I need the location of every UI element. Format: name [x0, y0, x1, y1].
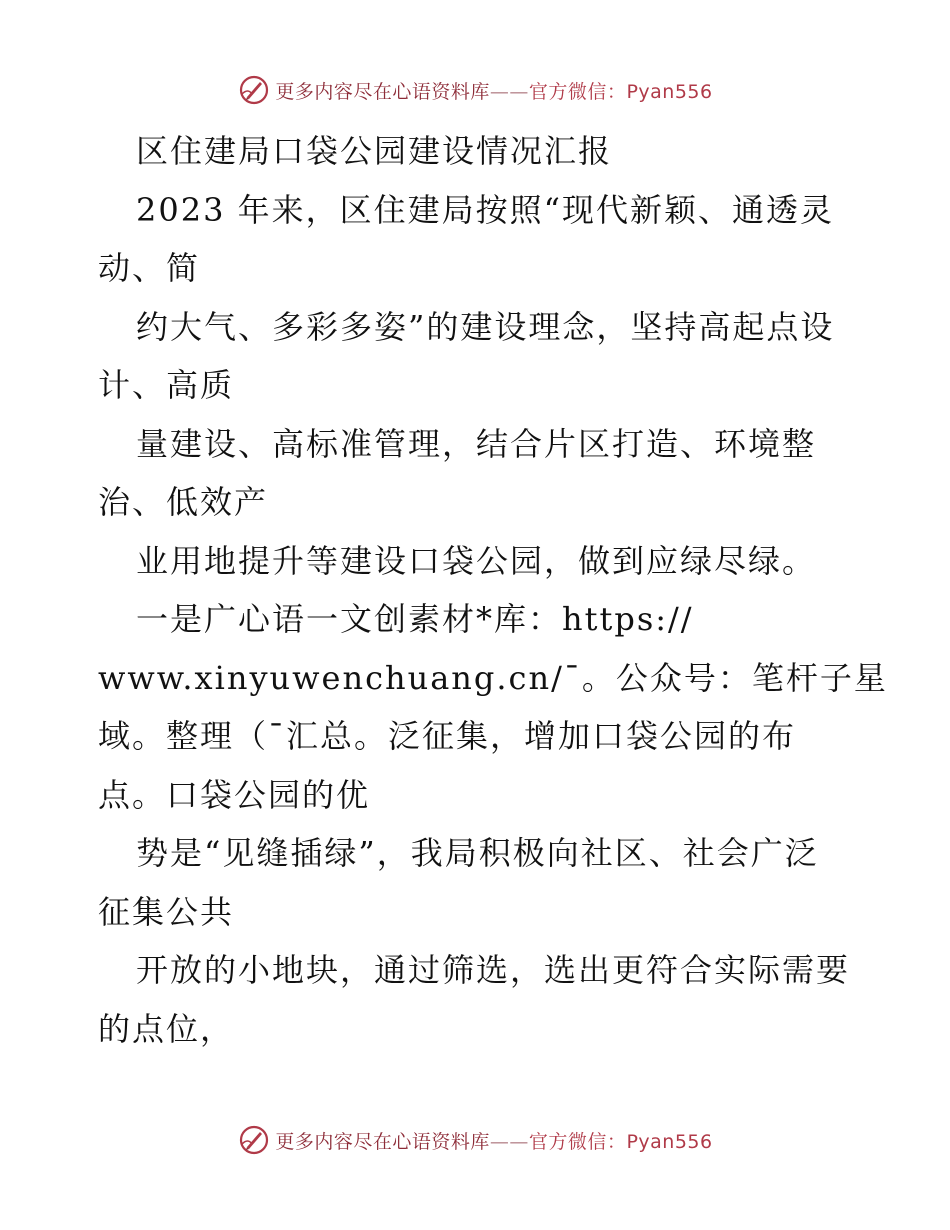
banner-dash: ——: [489, 1130, 529, 1153]
banner-wechat-label: 官方微信：: [528, 80, 627, 103]
quill-pen-logo-icon: [237, 1123, 271, 1157]
paragraph-line: 2023 年来，区住建局按照“现代新颖、通透灵: [136, 190, 834, 229]
banner-wechat-id: Pyan556: [626, 80, 713, 103]
paragraph-line: 业用地提升等建设口袋公园，做到应绿尽绿。: [136, 541, 817, 580]
banner-text: [275, 77, 712, 104]
paragraph-line: 点。口袋公园的优: [98, 775, 371, 814]
banner-text: [275, 1127, 712, 1154]
paragraph-line: 的点位，: [98, 1009, 235, 1048]
footer-banner: [0, 1120, 950, 1160]
document-title: 区住建局口袋公园建设情况汇报: [136, 132, 613, 170]
paragraph-line: 动、简: [98, 249, 201, 287]
quill-pen-logo-icon: [237, 73, 271, 107]
banner-wechat-label: 官方微信：: [528, 1130, 627, 1153]
paragraph-line: 开放的小地块，通过筛选，选出更符合实际需要: [136, 951, 851, 989]
banner-wechat-id: Pyan556: [626, 1130, 713, 1153]
paragraph-line: 约大气、多彩多姿”的建设理念，坚持高起点设: [136, 307, 835, 346]
paragraph-line: 势是“见缝插绿”，我局积极向社区、社会广泛: [136, 834, 819, 872]
paragraph-line: 一是广心语一文创素材*库：https://: [136, 600, 694, 638]
header-banner: [0, 70, 950, 110]
paragraph-line: 计、高质: [98, 366, 235, 404]
paragraph-line: 治、低效产: [98, 483, 269, 521]
banner-slogan: 更多内容尽在心语资料库: [275, 1130, 490, 1153]
banner-dash: ——: [489, 80, 529, 103]
paragraph-line: 征集公共: [98, 892, 235, 931]
document-body: [98, 122, 888, 1058]
paragraph-line: 量建设、高标准管理，结合片区打造、环境整: [136, 424, 817, 463]
banner-slogan: 更多内容尽在心语资料库: [275, 80, 490, 103]
paragraph-line: www.xinyuwenchuang.cn/¯。公众号：笔杆子星: [98, 658, 888, 697]
paragraph-line: 域。整理（¯汇总。泛征集，增加口袋公园的布: [98, 717, 797, 755]
